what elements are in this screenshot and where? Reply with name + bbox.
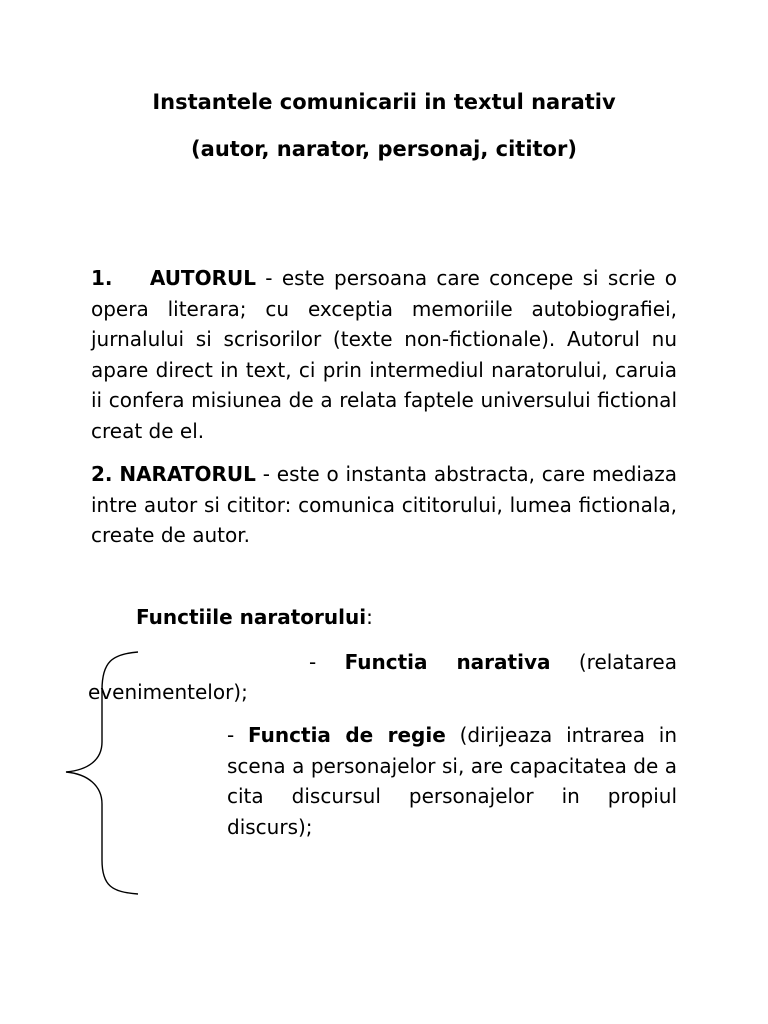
section-naratorul-term: NARATORUL [119, 462, 256, 486]
function-narativa-dash: - [309, 650, 345, 674]
section-autorul-term: AUTORUL [149, 266, 256, 290]
document-subtitle: (autor, narator, personaj, cititor) [191, 137, 577, 161]
function-regie-dash: - [227, 723, 249, 747]
section-autorul-number: 1. [91, 266, 113, 290]
section-autorul-paragraph [91, 263, 677, 446]
function-narativa-text: (relatarea evenimentelor); [88, 650, 677, 704]
section-naratorul-number: 2. [91, 462, 113, 486]
function-narativa-item [88, 647, 677, 707]
document-title: Instantele comunicarii in textul narativ [152, 90, 616, 114]
functions-heading-text: Functiile naratorului [136, 605, 367, 629]
section-naratorul-paragraph [91, 459, 677, 551]
function-regie-text: (dirijeaza intrarea in scena a personajelor si, are capacitatea de a cita discursul personajelor in propiul discurs); [227, 723, 677, 839]
function-regie-term: Functia de regie [248, 723, 446, 747]
section-naratorul-text: - este o instanta abstracta, care mediaza intre autor si cititor: comunica cititorului, lumea fictionala, create de autor. [91, 462, 678, 547]
function-regie-item [227, 720, 677, 842]
functions-heading-colon: : [366, 605, 373, 629]
functions-heading [136, 605, 373, 629]
function-narativa-term: Functia narativa [344, 650, 551, 674]
section-autorul-text: - este persoana care concepe si scrie o opera literara; cu exceptia memoriile autobiografiei, jurnalului si scrisorilor (texte non-fictionale). Autorul nu apare direct in text, ci prin intermediul naratorului, caruia ii confera misiunea de a relata faptele universului fictional creat de el. [91, 266, 677, 443]
